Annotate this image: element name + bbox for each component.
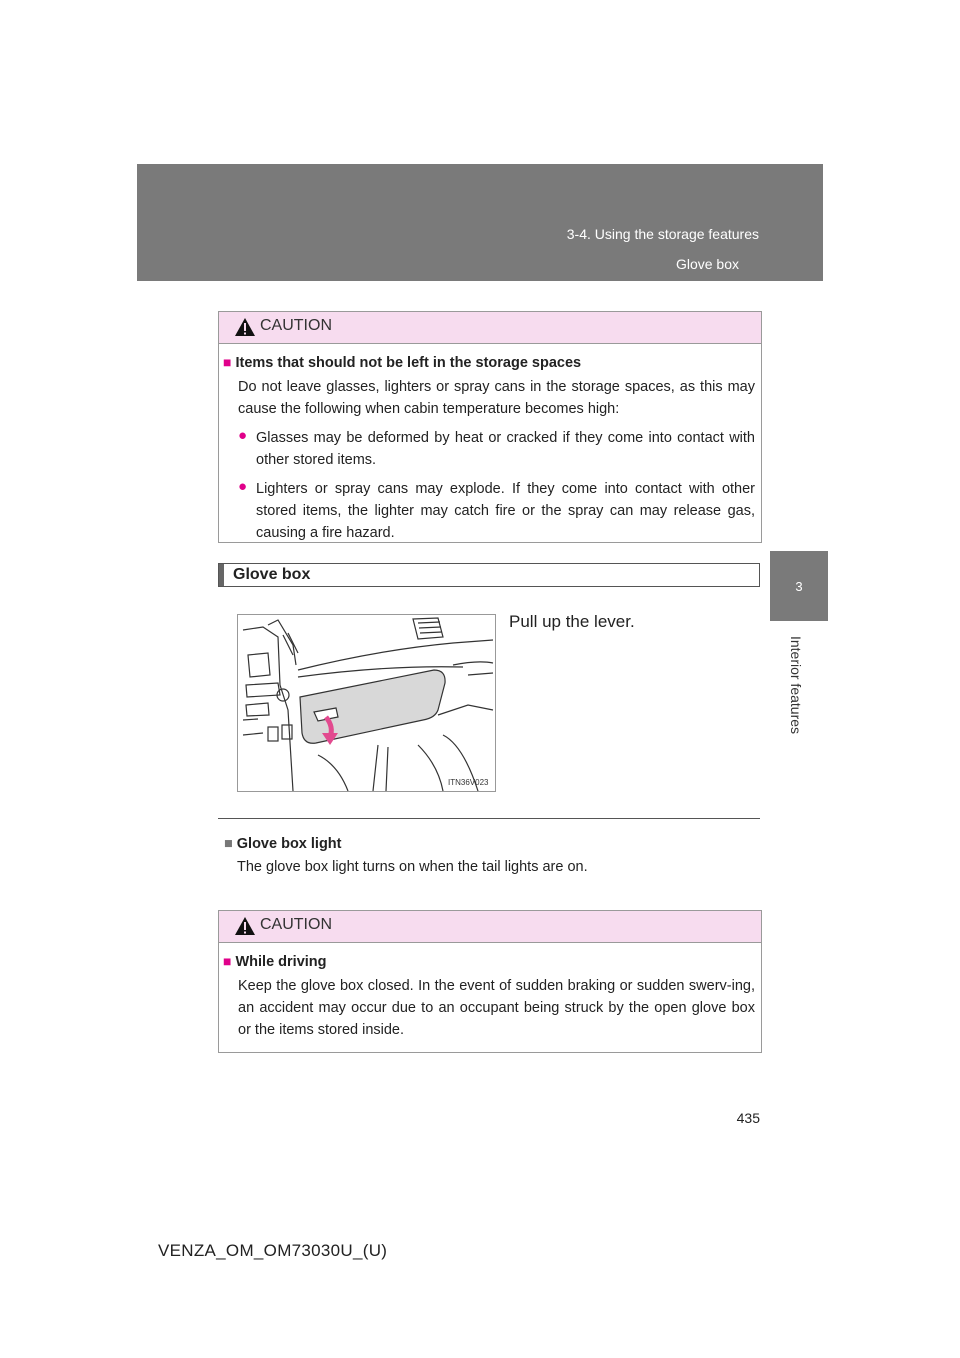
caution-intro: Do not leave glasses, lighters or spray cans in the storage spaces, as this may cause the following when cabin temperature becomes high: xyxy=(238,379,755,417)
section-title: Glove box xyxy=(233,566,311,583)
divider-line xyxy=(218,818,760,819)
chapter-label xyxy=(766,630,826,740)
section-accent xyxy=(219,564,224,586)
header-topic: Glove box xyxy=(675,256,739,272)
caution-label: CAUTION xyxy=(260,916,332,933)
caution-box-driving xyxy=(218,910,762,1053)
chapter-label-text: Interior features xyxy=(788,635,804,735)
caution-box-storage xyxy=(218,311,762,543)
glove-box-illustration xyxy=(237,614,496,792)
caution-bullet-text: Lighters or spray cans may explode. If they come into contact with other stored items, the lighter may catch fire or the spray can may release gas, causing a fire hazard. xyxy=(256,481,755,541)
instruction-text: Pull up the lever. xyxy=(509,612,635,631)
caution-text: Keep the glove box closed. In the event of sudden braking or sudden swerv-ing, an accident may occur due to an occupant being struck by the open glove box or the items stored inside. xyxy=(238,978,755,1038)
caution-bullet xyxy=(238,427,755,471)
warning-triangle-icon xyxy=(234,916,256,936)
caution-bullet xyxy=(238,478,755,544)
note-block xyxy=(224,836,764,878)
document-code: VENZA_OM_OM73030U_(U) xyxy=(158,1241,388,1260)
dashboard-drawing xyxy=(238,615,495,791)
caution-header xyxy=(219,312,761,344)
image-code: ITN36V023 xyxy=(448,778,489,787)
header-section-title: 3-4. Using the storage features xyxy=(566,226,759,242)
note-text: The glove box light turns on when the tail lights are on. xyxy=(237,859,588,875)
note-title-text: Glove box light xyxy=(236,836,342,852)
warning-triangle-icon xyxy=(234,317,256,337)
circle-bullet-icon: ● xyxy=(238,478,248,495)
square-bullet-icon: ■ xyxy=(223,953,232,969)
chapter-tab[interactable] xyxy=(770,551,828,621)
note-title xyxy=(224,836,764,852)
caution-title-text: While driving xyxy=(235,954,327,970)
square-bullet-icon: ■ xyxy=(224,836,233,852)
caution-title xyxy=(223,953,755,970)
section-heading xyxy=(218,563,760,587)
caution-bullet-text: Glasses may be deformed by heat or cracked if they come into contact with other stored items. xyxy=(256,430,755,468)
caution-label: CAUTION xyxy=(260,317,332,334)
caution-title-text: Items that should not be left in the storage spaces xyxy=(235,355,582,371)
page-number: 435 xyxy=(736,1110,760,1126)
circle-bullet-icon: ● xyxy=(238,427,248,444)
square-bullet-icon: ■ xyxy=(223,354,232,370)
caution-header xyxy=(219,911,761,943)
header-band xyxy=(137,164,823,281)
caution-title xyxy=(223,354,755,371)
chapter-number: 3 xyxy=(795,579,803,594)
